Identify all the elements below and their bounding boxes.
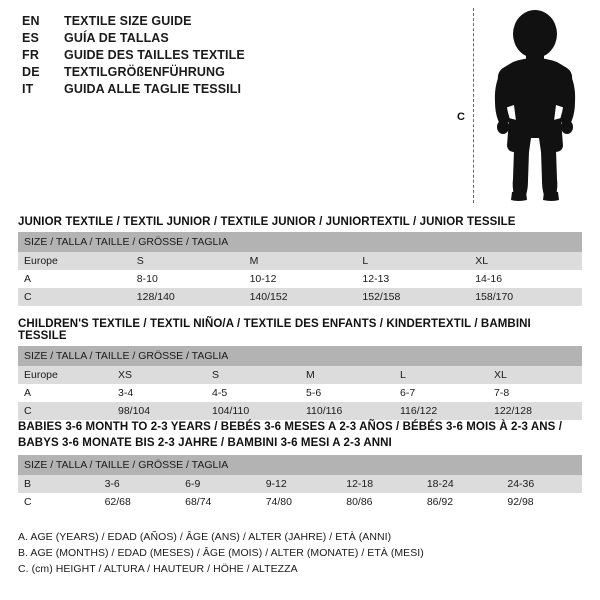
row-label: C: [18, 493, 99, 511]
table-row: [18, 402, 582, 420]
cell: XL: [488, 366, 582, 384]
row-label: A: [18, 384, 112, 402]
table-header-row: [18, 346, 582, 366]
cell: 62/68: [99, 493, 180, 511]
block-title: CHILDREN'S TEXTILE / TEXTIL NIÑO/A / TEXTILE DES ENFANTS / KINDERTEXTIL / BAMBINI TESSILE: [18, 318, 531, 342]
row-label: A: [18, 270, 131, 288]
language-row: [22, 14, 442, 28]
row-label: C: [18, 402, 112, 420]
cell: 152/158: [356, 288, 469, 306]
language-title: TEXTILE SIZE GUIDE: [64, 14, 192, 28]
footnote-b: B. AGE (MONTHS) / EDAD (MESES) / ÂGE (MOIS) / ALTER (MONATE) / ETÀ (MESI): [18, 547, 424, 559]
footnote-a: A. AGE (YEARS) / EDAD (AÑOS) / ÂGE (ANS) / ALTER (JAHRE) / ETÀ (ANNI): [18, 531, 392, 543]
language-row: [22, 65, 442, 79]
row-label: Europe: [18, 366, 112, 384]
cell: S: [206, 366, 300, 384]
cell: 6-9: [179, 475, 260, 493]
cell: 116/122: [394, 402, 488, 420]
table-row: [18, 384, 582, 402]
cell: 128/140: [131, 288, 244, 306]
cell: L: [394, 366, 488, 384]
table-row: [18, 288, 582, 306]
table-row: [18, 475, 582, 493]
block-title: BABIES 3-6 MONTH TO 2-3 YEARS / BEBÉS 3-6 MESES A 2-3 AÑOS / BÉBÉS 3-6 MOIS À 2-3 ANS / BABYS 3-6 MONATE BIS 2-3 JAHRE / BAMBINI 3-6 MESI A 2-3 ANNI: [18, 421, 562, 449]
cell: XS: [112, 366, 206, 384]
footnotes: [18, 531, 582, 579]
language-code: ES: [22, 31, 40, 45]
cell: 92/98: [501, 493, 582, 511]
table-row: [18, 270, 582, 288]
cell: 68/74: [179, 493, 260, 511]
measure-label-c: C: [457, 111, 465, 123]
language-title: TEXTILGRÖßENFÜHRUNG: [64, 65, 225, 79]
cell: 12-18: [340, 475, 421, 493]
cell: 158/170: [469, 288, 582, 306]
cell: S: [131, 252, 244, 270]
junior-size-table: [18, 232, 582, 306]
table-row: [18, 366, 582, 384]
language-title: GUIDA ALLE TAGLIE TESSILI: [64, 82, 242, 96]
cell: 74/80: [260, 493, 341, 511]
cell: M: [300, 366, 394, 384]
cell: 110/116: [300, 402, 394, 420]
cell: 104/110: [206, 402, 300, 420]
child-silhouette-figure: [455, 8, 590, 203]
cell: 80/86: [340, 493, 421, 511]
cell: 4-5: [206, 384, 300, 402]
cell: 9-12: [260, 475, 341, 493]
cell: 24-36: [501, 475, 582, 493]
children-size-table: [18, 346, 582, 420]
language-title: GUIDE DES TAILLES TEXTILE: [64, 48, 245, 62]
height-guide-line: [473, 8, 474, 203]
size-header-label: SIZE / TALLA / TAILLE / GRÖSSE / TAGLIA: [18, 455, 582, 475]
cell: 122/128: [488, 402, 582, 420]
row-label: B: [18, 475, 99, 493]
language-code: IT: [22, 82, 34, 96]
cell: 12-13: [356, 270, 469, 288]
language-row: [22, 48, 442, 62]
language-row: [22, 31, 442, 45]
cell: 7-8: [488, 384, 582, 402]
cell: 6-7: [394, 384, 488, 402]
table-header-row: [18, 455, 582, 475]
junior-textile-block: [18, 216, 582, 306]
cell: 98/104: [112, 402, 206, 420]
block-title: JUNIOR TEXTILE / TEXTIL JUNIOR / TEXTILE JUNIOR / JUNIORTEXTIL / JUNIOR TESSILE: [18, 216, 516, 228]
cell: L: [356, 252, 469, 270]
cell: 8-10: [131, 270, 244, 288]
cell: 5-6: [300, 384, 394, 402]
table-row: [18, 252, 582, 270]
size-header-label: SIZE / TALLA / TAILLE / GRÖSSE / TAGLIA: [18, 232, 582, 252]
cell: 86/92: [421, 493, 502, 511]
cell: 14-16: [469, 270, 582, 288]
language-code: FR: [22, 48, 40, 62]
cell: 18-24: [421, 475, 502, 493]
language-title: GUÍA DE TALLAS: [64, 31, 169, 45]
cell: 140/152: [244, 288, 357, 306]
table-header-row: [18, 232, 582, 252]
row-label: C: [18, 288, 131, 306]
cell: 10-12: [244, 270, 357, 288]
language-code: DE: [22, 65, 40, 79]
babies-size-table: [18, 455, 582, 511]
cell: XL: [469, 252, 582, 270]
babies-textile-block: [18, 420, 582, 511]
size-header-label: SIZE / TALLA / TAILLE / GRÖSSE / TAGLIA: [18, 346, 582, 366]
table-row: [18, 493, 582, 511]
language-header: [22, 14, 442, 99]
childrens-textile-block: [18, 318, 582, 420]
toddler-silhouette-icon: [483, 10, 587, 202]
cell: 3-6: [99, 475, 180, 493]
cell: M: [244, 252, 357, 270]
cell: 3-4: [112, 384, 206, 402]
footnote-c: C. (cm) HEIGHT / ALTURA / HAUTEUR / HÖHE / ALTEZZA: [18, 563, 298, 575]
language-row: [22, 82, 442, 96]
language-code: EN: [22, 14, 40, 28]
row-label: Europe: [18, 252, 131, 270]
